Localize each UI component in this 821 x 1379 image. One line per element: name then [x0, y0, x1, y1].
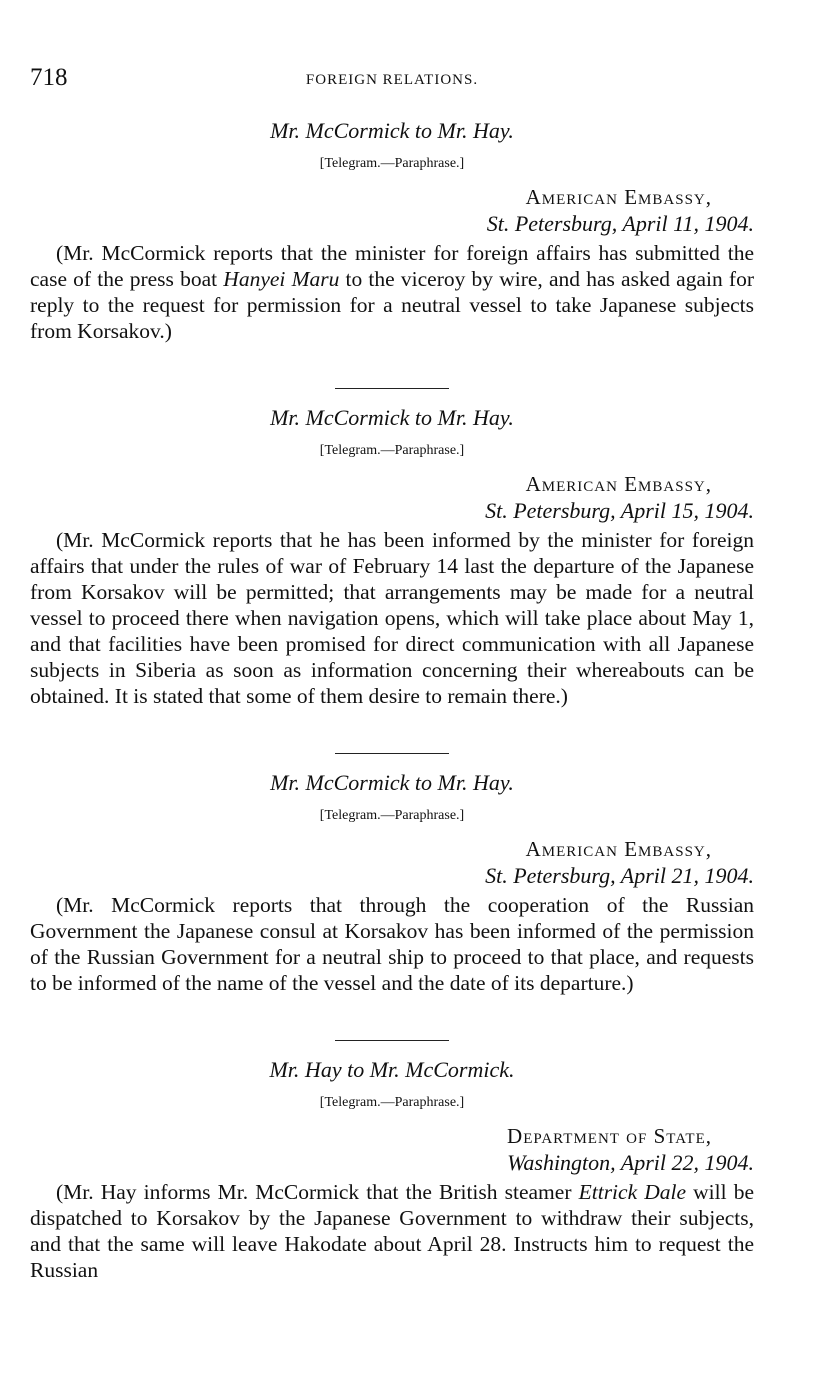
telegram-section-1 [30, 116, 754, 344]
running-head: FOREIGN RELATIONS. [305, 72, 479, 88]
section-note: [Telegram.—Paraphrase.] [319, 443, 465, 458]
section-place [30, 471, 754, 525]
section-body [30, 1179, 754, 1283]
section-title: Mr. McCormick to Mr. Hay. [270, 770, 514, 795]
body-text: (Mr. McCormick reports that the minister for foreign affairs has submitted the case of the press boat [30, 241, 754, 291]
section-body [30, 240, 754, 344]
section-divider [335, 753, 449, 754]
section-note: [Telegram.—Paraphrase.] [319, 1095, 465, 1110]
date-line: Washington, April 22, 1904. [507, 1150, 754, 1175]
body-text: (Mr. Hay informs Mr. McCormick that the British steamer [56, 1180, 579, 1204]
section-title: Mr. McCormick to Mr. Hay. [270, 118, 514, 143]
section-place [30, 1123, 754, 1177]
section-divider [335, 1040, 449, 1041]
section-divider [335, 388, 449, 389]
date-line: St. Petersburg, April 15, 1904. [485, 498, 754, 523]
section-body [30, 892, 754, 996]
place-line: American Embassy, [525, 472, 712, 496]
body-text: (Mr. McCormick reports that through the cooperation of the Russian Government the Japanese consul at Korsakov has been informed of the permission of the Russian Government for a neutral ship to proceed to that place, and requests to be informed of the name of the vessel and the date of its departure.) [30, 893, 754, 995]
section-place [30, 836, 754, 890]
body-text: (Mr. McCormick reports that he has been informed by the minister for foreign affairs that under the rules of war of February 14 last the departure of the Japanese from Korsakov will be permitted; that arrangements may be made for a neutral vessel to proceed there when navigation opens, which will take place about May 1, and that facilities have been promised for direct communication with all Japanese subjects in Siberia as soon as information concerning their whereabouts can be obtained. It is stated that some of them desire to remain there.) [30, 528, 754, 708]
page-number: 718 [30, 64, 68, 91]
page-header [30, 64, 754, 104]
section-note: [Telegram.—Paraphrase.] [319, 156, 465, 171]
section-title: Mr. Hay to Mr. McCormick. [269, 1057, 515, 1082]
vessel-name: Hanyei Maru [223, 267, 340, 291]
telegram-section-4 [30, 1055, 754, 1283]
date-line: St. Petersburg, April 21, 1904. [485, 863, 754, 888]
section-title: Mr. McCormick to Mr. Hay. [270, 405, 514, 430]
place-line: Department of State, [507, 1124, 712, 1148]
place-line: American Embassy, [525, 837, 712, 861]
section-place [30, 184, 754, 238]
section-note: [Telegram.—Paraphrase.] [319, 808, 465, 823]
vessel-name: Ettrick Dale [578, 1180, 687, 1204]
place-line: American Embassy, [525, 185, 712, 209]
document-page [30, 64, 754, 1283]
date-line: St. Petersburg, April 11, 1904. [486, 211, 754, 236]
telegram-section-2 [30, 403, 754, 709]
section-body [30, 527, 754, 709]
telegram-section-3 [30, 768, 754, 996]
body-text: to the viceroy by wire, and has asked again for reply to the request for permission for a neutral vessel to take Japanese subjects from Korsakov.) [30, 267, 754, 343]
body-text: will be dispatched to Korsakov by the Japanese Government to withdraw their subjects, and that the same will leave Hakodate about April 28. Instructs him to request the Russian [30, 1180, 754, 1282]
